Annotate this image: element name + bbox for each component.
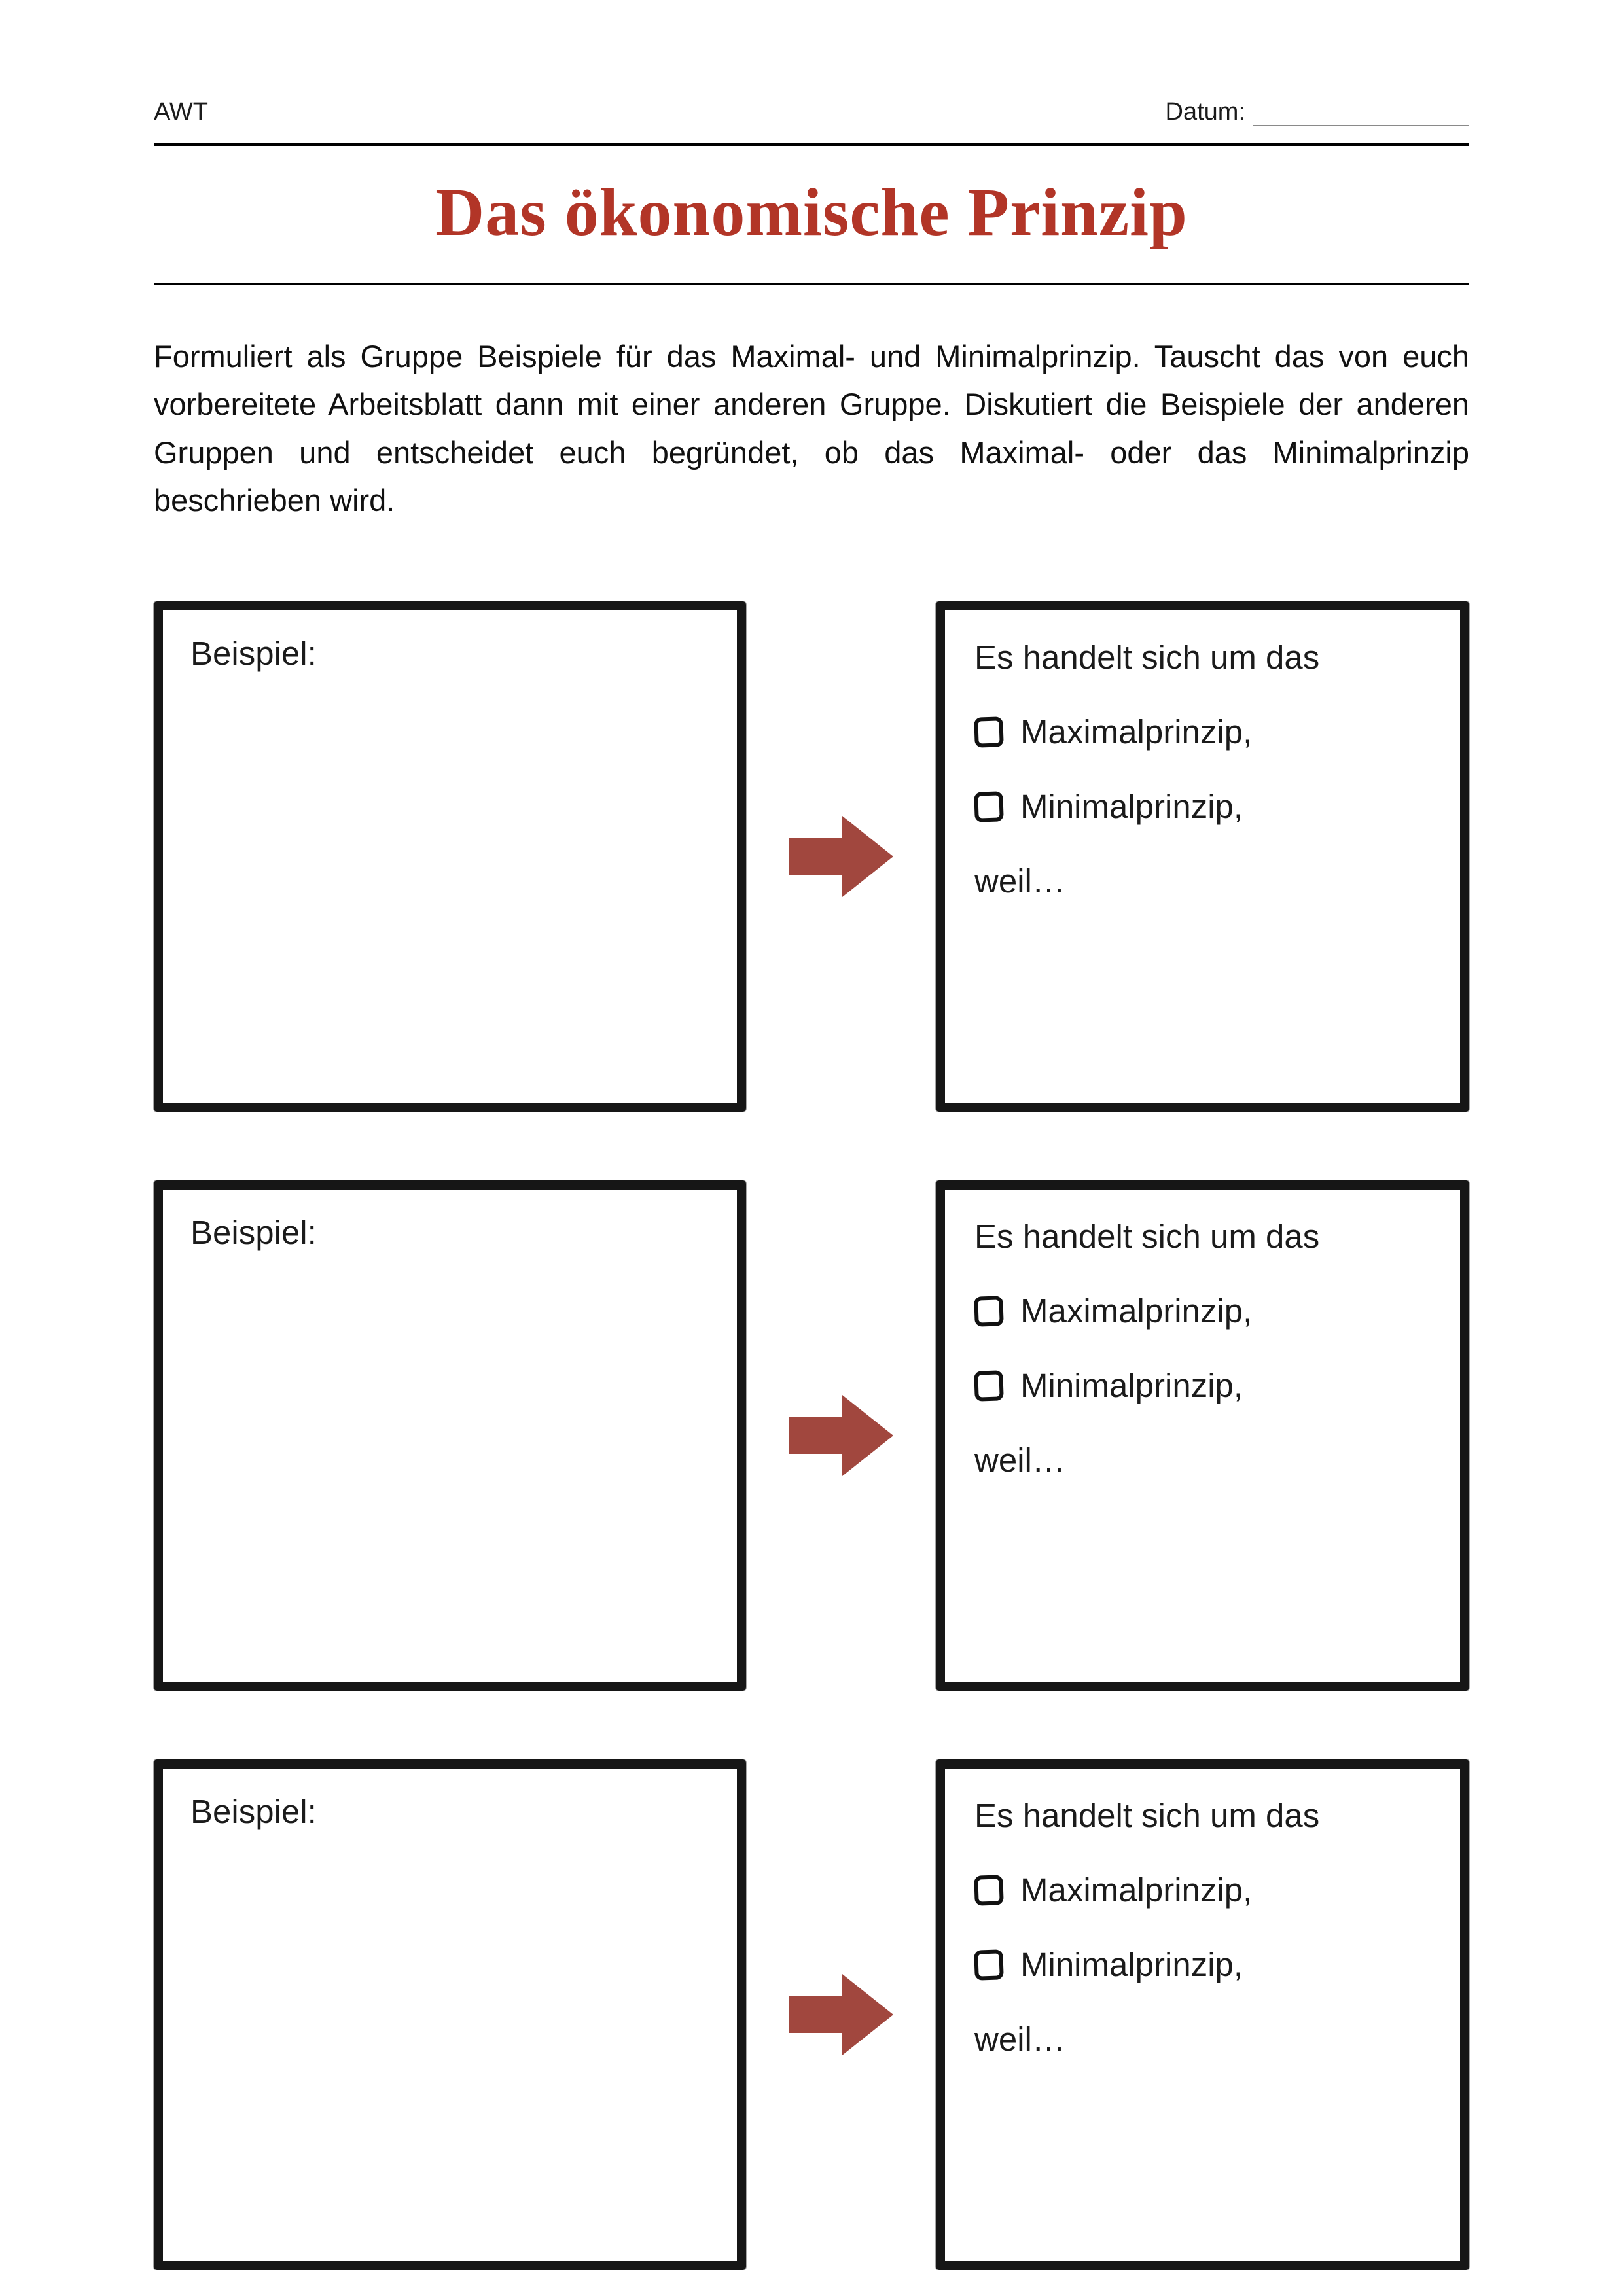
option-minimalprinzip bbox=[974, 1944, 1431, 1986]
answer-outro: weil… bbox=[974, 862, 1065, 900]
arrow-head bbox=[842, 1974, 893, 2055]
checkbox-icon bbox=[974, 1875, 1004, 1906]
option-label: Minimalprinzip, bbox=[1020, 1945, 1243, 1983]
arrow-right-icon bbox=[789, 1395, 893, 1476]
page-header bbox=[154, 98, 1469, 126]
answer-outro: weil… bbox=[974, 1441, 1065, 1479]
option-minimalprinzip bbox=[974, 786, 1431, 828]
exercise-row-2 bbox=[154, 1180, 1469, 1691]
arrow-shaft bbox=[789, 1417, 842, 1454]
example-label: Beispiel: bbox=[190, 635, 317, 673]
checkbox-icon bbox=[974, 791, 1004, 822]
option-maximalprinzip bbox=[974, 1290, 1431, 1332]
date-blank-line bbox=[1253, 100, 1469, 126]
date-label: Datum: bbox=[1165, 98, 1245, 126]
option-maximalprinzip bbox=[974, 711, 1431, 753]
answer-intro: Es handelt sich um das bbox=[974, 1218, 1320, 1256]
exercise-row-3 bbox=[154, 1759, 1469, 2270]
answer-box-1 bbox=[936, 601, 1469, 1112]
arrow-cell bbox=[746, 1180, 936, 1691]
option-label: Maximalprinzip, bbox=[1020, 1871, 1253, 1909]
example-label: Beispiel: bbox=[190, 1214, 317, 1252]
checkbox-icon bbox=[974, 1370, 1004, 1402]
checkbox-icon bbox=[974, 716, 1004, 748]
title-rule bbox=[154, 283, 1469, 285]
instructions-text: Formuliert als Gruppe Beispiele für das Maximal- und Minimalprinzip. Tauscht das von euch vorbereitete Arbeitsblatt dann mit einer anderen Gruppe. Diskutiert die Beispiele der anderen Gruppen und entscheidet euch begründet, ob das Maximal- oder das Minimalprinzip beschrieben wird. bbox=[154, 339, 1469, 518]
arrow-head bbox=[842, 816, 893, 897]
option-label: Maximalprinzip, bbox=[1020, 713, 1253, 751]
arrow-shaft bbox=[789, 1996, 842, 2033]
page-title: Das ökonomische Prinzip bbox=[435, 175, 1188, 250]
option-label: Maximalprinzip, bbox=[1020, 1292, 1253, 1330]
arrow-shaft bbox=[789, 838, 842, 875]
option-label: Minimalprinzip, bbox=[1020, 787, 1243, 825]
arrow-cell bbox=[746, 601, 936, 1112]
example-box-1 bbox=[154, 601, 746, 1112]
answer-box-2 bbox=[936, 1180, 1469, 1691]
checkbox-icon bbox=[974, 1296, 1004, 1327]
option-label: Minimalprinzip, bbox=[1020, 1366, 1243, 1404]
arrow-right-icon bbox=[789, 1974, 893, 2055]
header-rule bbox=[154, 143, 1469, 146]
example-box-3 bbox=[154, 1759, 746, 2270]
arrow-cell bbox=[746, 1759, 936, 2270]
course-label: AWT bbox=[154, 98, 209, 126]
arrow-right-icon bbox=[789, 816, 893, 897]
answer-box-3 bbox=[936, 1759, 1469, 2270]
checkbox-icon bbox=[974, 1949, 1004, 1981]
exercise-rows bbox=[154, 601, 1469, 2270]
example-label: Beispiel: bbox=[190, 1793, 317, 1831]
answer-intro: Es handelt sich um das bbox=[974, 1797, 1320, 1835]
example-box-2 bbox=[154, 1180, 746, 1691]
exercise-row-1 bbox=[154, 601, 1469, 1112]
option-minimalprinzip bbox=[974, 1365, 1431, 1407]
arrow-head bbox=[842, 1395, 893, 1476]
answer-outro: weil… bbox=[974, 2020, 1065, 2058]
option-maximalprinzip bbox=[974, 1869, 1431, 1911]
answer-intro: Es handelt sich um das bbox=[974, 639, 1320, 677]
date-field bbox=[1166, 98, 1469, 126]
